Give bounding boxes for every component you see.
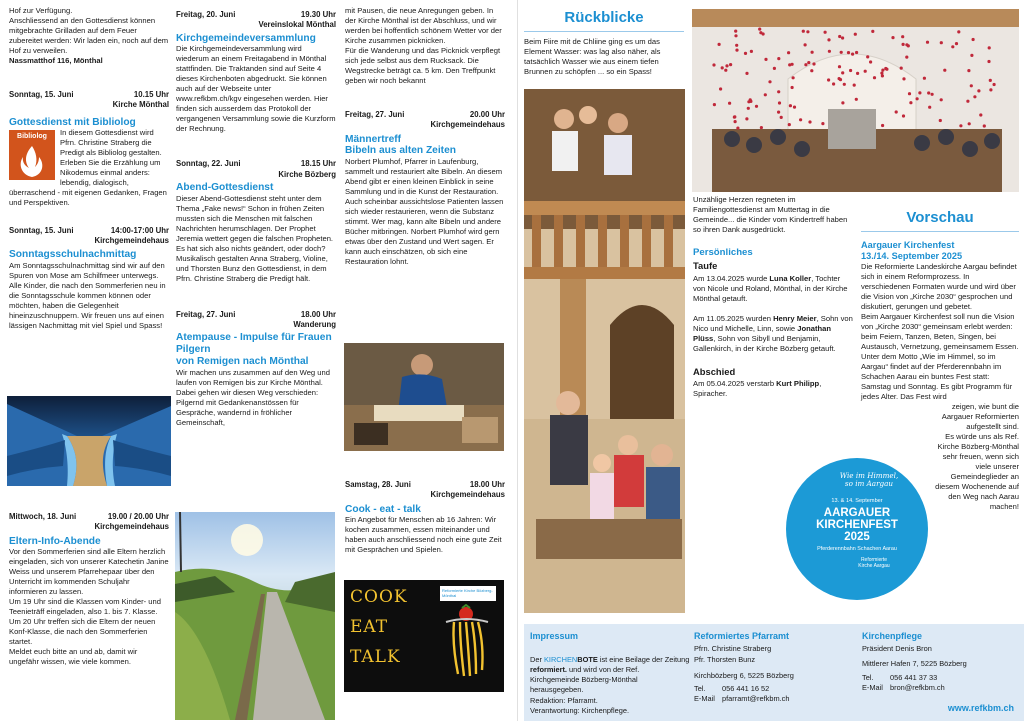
paper-heart <box>733 116 736 119</box>
paper-heart <box>940 41 943 44</box>
badge-motto: Wie im Himmel, so im Aargau <box>839 471 899 489</box>
event-time: 18.00 Uhr <box>469 480 505 489</box>
impressum-text-part: und wird von der Ref. Kirchgemeinde Bözberg-Mönthal herausgegeben. Redaktion: Pfarramt. Verantwortung: Kirchenpflege. <box>530 664 640 715</box>
paper-heart <box>993 83 996 86</box>
paper-heart <box>804 63 807 66</box>
event-date: Samstag, 28. Juni <box>345 480 411 489</box>
paper-heart <box>931 93 934 96</box>
impressum-text-part: ist eine Beilage der Zeitung <box>597 654 690 664</box>
paper-heart <box>951 45 954 48</box>
paper-heart <box>749 98 752 101</box>
taufe-entry-2 <box>693 314 853 354</box>
cook-word: COOK <box>350 587 408 607</box>
paper-heart <box>764 93 767 96</box>
event-text: Ein Angebot für Menschen ab 16 Jahren: Wir kochen zusammen, essen miteinander und haben auch anschliessend noch eine gute Zeit mit Gesprächen und Spielen. <box>345 515 502 555</box>
paper-heart <box>970 84 973 87</box>
paper-heart <box>854 33 857 36</box>
persoenliches-column <box>693 195 853 399</box>
paper-heart <box>988 46 991 49</box>
event-place: Vereinslokal Mönthal <box>258 20 336 30</box>
paper-heart <box>873 76 876 79</box>
paper-heart <box>881 74 884 77</box>
entry-text: , Spiracher. <box>693 378 822 398</box>
cook-word: TALK <box>350 647 401 667</box>
badge-title-2: KIRCHENFEST <box>816 519 898 531</box>
paper-heart <box>871 30 874 33</box>
paper-heart <box>856 72 859 75</box>
event-time: 19.00 / 20.00 Uhr <box>107 512 169 521</box>
paper-heart <box>905 56 908 59</box>
column-2 <box>176 10 336 428</box>
event-date: Sonntag, 22. Juni <box>176 159 241 169</box>
paper-heart <box>900 67 903 70</box>
entry-name: Kurt Philipp <box>776 378 820 388</box>
heading-rule <box>861 231 1019 232</box>
paper-heart <box>979 113 982 116</box>
badge-place: Pferderennbahn Schachen Aarau <box>817 546 897 553</box>
paper-heart <box>735 49 738 52</box>
paper-heart <box>881 69 884 72</box>
paper-heart <box>787 51 790 54</box>
paper-heart <box>907 44 910 47</box>
impressum-heading: Impressum <box>530 631 579 641</box>
paper-heart <box>841 101 844 104</box>
paper-heart <box>773 67 776 70</box>
paper-heart <box>810 69 813 72</box>
paper-heart <box>736 127 739 130</box>
badge-title-3: 2025 <box>844 531 870 544</box>
paper-heart <box>744 52 747 55</box>
event-title: Atempause - Impulse für Frauen Pilgern von Remigen nach Mönthal <box>176 332 332 367</box>
paper-heart <box>838 77 841 80</box>
paper-heart <box>918 91 921 94</box>
event-header <box>176 10 336 20</box>
hearts-church-image <box>692 9 1019 192</box>
paper-heart <box>768 80 771 83</box>
paper-heart <box>750 50 753 53</box>
kirchenfest-title: Aargauer Kirchenfest 13./14. September 2025 <box>861 239 963 261</box>
email-address: pfarramt@refkbm.ch <box>722 694 790 704</box>
bibliolog-logo <box>9 130 55 180</box>
paper-heart <box>758 28 761 31</box>
paper-heart <box>755 105 758 108</box>
event-title: Kirchgemeindeversammlung <box>176 32 316 44</box>
intro-address: Nassmatthof 116, Mönthal <box>9 56 103 66</box>
paper-heart <box>926 41 929 44</box>
paper-heart <box>724 69 727 72</box>
event-time: 20.00 Uhr <box>469 110 505 120</box>
taufe-entry-1 <box>693 274 853 304</box>
paper-heart <box>916 97 919 100</box>
kirchenbote-part: BOTE <box>577 654 598 664</box>
paper-heart <box>840 51 843 54</box>
entry-text: Am 13.04.2025 wurde <box>693 274 770 284</box>
column-3 <box>345 6 505 667</box>
paper-heart <box>987 60 990 63</box>
paper-heart <box>745 117 748 120</box>
church-badge: Reformierte Kirche Bözberg-Mönthal <box>440 586 496 601</box>
kirchenfest-text-1: Die Reformierte Landeskirche Aargau befindet sich in einem Reformprozess. In verschiedenen Formaten wurde und wird über die Vision von „Kirche 2030“ gesprochen und diskutiert, gerungen und gebetet. Beim Aargauer Kirchenfest soll nun die Vision von „Kirche 2030“ gemeinsam erlebt werden: beim Feiern, Tanzen, Beten, Singen, bei Austausch, Vernetzung, gemeinsamem Essen. Unter dem Motto „Wie im Himmel, so im Aargau“ findet auf der Pferderennbahn im Schachen Aarau ein buntes Fest statt: Samstag und Sonntag. Es gibt Programm für jedes Alter. Das Fest wird <box>861 261 1019 402</box>
paper-heart <box>902 114 905 117</box>
paper-heart <box>808 120 811 123</box>
paper-heart <box>721 66 724 69</box>
event-date: Sonntag, 15. Juni <box>9 225 74 235</box>
paper-heart <box>989 88 992 91</box>
phone-label: Tel. <box>862 672 874 682</box>
paper-heart <box>989 79 992 82</box>
paper-heart <box>760 126 763 129</box>
paper-heart <box>764 58 767 61</box>
bibliolog-logo-text: Bibliolog <box>17 133 47 141</box>
paper-heart <box>838 65 841 68</box>
red-sea-image <box>7 396 171 486</box>
event-text: Dieser Abend-Gottesdienst steht unter dem Thema „Fake news!“ Schon in frühen Zeiten mussten sich die Menschen mit falschen Nachrichten herumschlagen. Der Prophet Jeremia wettert gegen die falschen Propheten. Es hat sich also nichts geändert, oder doch? Musikalisch gestalten Anna Straberg, Violine, und Thorsten Bunz den Gottesdienst, in dem Pfrn. Christine Straberg die Predigt hält. <box>176 193 334 283</box>
event-title: Abend-Gottesdienst <box>176 181 274 193</box>
paper-heart <box>777 90 780 93</box>
entry-name: Henry Meier <box>773 314 817 324</box>
paper-heart <box>967 69 970 72</box>
paper-heart <box>901 35 904 38</box>
entry-text: , Sohn von Nico und Michelle, Linn, sowie <box>693 314 853 334</box>
event-date: Freitag, 27. Juni <box>345 110 405 120</box>
kirchenfest-badge <box>786 458 928 600</box>
paper-heart <box>853 84 856 87</box>
paper-heart <box>940 98 943 101</box>
event-title: Gottesdienst mit Bibliolog <box>9 116 136 128</box>
paper-heart <box>866 55 869 58</box>
event-title: Sonntagsschulnachmittag <box>9 249 137 261</box>
taufe-title: Taufe <box>693 259 718 271</box>
paper-heart <box>777 111 780 114</box>
paper-heart <box>713 103 716 106</box>
event-header <box>345 110 505 120</box>
event-date: Sonntag, 15. Juni <box>9 90 74 100</box>
kirchenpflege-line: Präsident Denis Bron <box>862 644 932 654</box>
paper-heart <box>735 44 738 47</box>
email-label: E-Mail <box>694 694 715 704</box>
event-time: 14:00-17:00 Uhr <box>110 225 169 235</box>
paper-heart <box>966 100 969 103</box>
paper-heart <box>884 67 887 70</box>
paper-heart <box>719 87 722 90</box>
paper-heart <box>807 61 810 64</box>
paper-heart <box>747 107 750 110</box>
paper-heart <box>793 106 796 109</box>
paper-heart <box>812 62 815 65</box>
cook-word: EAT <box>350 617 389 637</box>
email-label: E-Mail <box>862 683 883 693</box>
event-text: In diesem Gottesdienst wird Pfrn. Christine Straberg die Predigt als Bibliolog gestalten. Erleben Sie die Erzählung um Nikodemus einmal anders: lebendig, dialogisch, überraschend - mit eigenen Gedanken, Fragen und Perspektiven. <box>9 128 167 208</box>
paper-heart <box>788 123 791 126</box>
paper-heart <box>968 122 971 125</box>
paper-heart <box>855 98 858 101</box>
heading-rule <box>524 31 684 32</box>
event-time: 10.15 Uhr <box>133 90 169 100</box>
kirchenpflege-heading: Kirchenpflege <box>862 631 923 641</box>
paper-heart <box>891 36 894 39</box>
event-place: Kirchgemeindehaus <box>430 490 505 500</box>
paper-heart <box>712 63 715 66</box>
paper-heart <box>841 71 844 74</box>
paper-heart <box>983 124 986 127</box>
paper-heart <box>895 110 898 113</box>
entry-name: Luna Koller <box>769 274 812 284</box>
paper-heart <box>832 82 835 85</box>
right-page <box>524 0 1024 721</box>
paper-heart <box>734 34 737 37</box>
paper-heart <box>957 30 960 33</box>
event-header <box>176 310 336 320</box>
pfarramt-email <box>694 694 854 704</box>
paper-heart <box>847 51 850 54</box>
kirchenpflege-email <box>862 683 1020 693</box>
event-title: Männertreff Bibeln aus alten Zeiten <box>345 133 456 157</box>
entry-text: , Sohn von Sibyll und Benjamin, Gallenkirch, in der Kirche Bözberg getauft. <box>693 334 836 354</box>
paper-heart <box>973 95 976 98</box>
intro-text: Hof zur Verfügung. Anschliessend an den Gottesdienst können mitgebrachte Grilladen auf dem Feuer zubereitet werden: Wir laden ein, noch auf dem Hof zu verweilen. <box>9 6 169 56</box>
persoenliches-title: Persönliches <box>693 247 753 259</box>
paper-heart <box>824 31 827 34</box>
paper-heart <box>902 77 905 80</box>
pilgrim-path-image <box>175 512 335 720</box>
impressum <box>530 630 690 716</box>
phone-number: 056 441 16 52 <box>722 684 770 694</box>
paper-heart <box>928 106 931 109</box>
bible-restoration-image <box>344 343 504 451</box>
column-1 <box>9 6 169 667</box>
impressum-text-part: Der <box>530 654 544 664</box>
paper-heart <box>799 118 802 121</box>
paper-heart <box>725 64 728 67</box>
paper-heart <box>851 53 854 56</box>
event-place: Wanderung <box>293 320 336 330</box>
entry-text: Am 05.04.2025 verstarb <box>693 378 777 388</box>
paper-heart <box>972 38 975 41</box>
abschied-title: Abschied <box>693 366 736 378</box>
paper-heart <box>791 63 794 66</box>
paper-heart <box>827 38 830 41</box>
event-place: Kirche Mönthal <box>112 100 169 110</box>
well-children-image <box>524 89 685 613</box>
event-header <box>345 480 505 490</box>
paper-heart <box>869 60 872 63</box>
cook-eat-talk-image <box>344 580 504 692</box>
paper-heart <box>780 116 783 119</box>
paper-heart <box>849 69 852 72</box>
badge-org: Reformierte Kirche Aargau <box>858 557 890 569</box>
kirchenfest-text-2: zeigen, wie bunt die Aargauer Reformierten aufgestellt sind. Es würde uns als Ref. Kirche Bözberg-Mönthal sehr freuen, wenn sich viele unserer Gemeindeglieder an diesem Wochenende auf den Weg nach Aarau machen! <box>935 402 1019 512</box>
paper-heart <box>855 51 858 54</box>
badge-title-1: AARGAUER <box>823 506 891 519</box>
paper-heart <box>734 120 737 123</box>
event-place: Kirchgemeindehaus <box>94 235 169 245</box>
event-header <box>176 159 336 169</box>
event-date: Freitag, 20. Juni <box>176 10 236 19</box>
paper-heart <box>729 63 732 66</box>
kirchenpflege <box>862 630 1020 693</box>
rueckblicke-text: Beim Fiire mit de Chliine ging es um das Element Wasser: was lag also näher, als tatsächlich Wasser wie aus einem tiefen Brunnen zu schöpfen ... so ein Spass! <box>524 36 661 76</box>
event-text: Wir machen uns zusammen auf den Weg und laufen von Remigen bis zur Kirche Mönthal. Dabei gehen wir diesen Weg verschieden: Pilgernd mit Gedankenanstössen für Gespräche, wandernd in fröhlicher Gemeinschaft, <box>176 367 330 427</box>
pfarramt-heading: Reformiertes Pfarramt <box>694 631 790 641</box>
flame-icon <box>9 142 55 180</box>
paper-heart <box>939 119 942 122</box>
vorschau-heading: Vorschau <box>906 209 974 226</box>
paper-heart <box>804 43 807 46</box>
event-time: 19.30 Uhr <box>300 10 336 19</box>
paper-heart <box>811 51 814 54</box>
paper-heart <box>881 124 884 127</box>
abschied-entry <box>693 379 853 399</box>
event-time: 18.15 Uhr <box>300 159 336 169</box>
phone-label: Tel. <box>694 684 706 694</box>
event-time: 18.00 Uhr <box>300 309 336 319</box>
paper-heart <box>745 72 748 75</box>
phone-number: 056 441 37 33 <box>890 672 938 682</box>
entry-text: Am 11.05.2025 wurden <box>693 314 774 324</box>
paper-heart <box>909 101 912 104</box>
event-title: Cook - eat - talk <box>345 503 421 515</box>
event-date: Freitag, 27. Juni <box>176 309 236 319</box>
pfarramt-phone <box>694 684 854 694</box>
event-text: Norbert Plumhof, Pfarrer in Laufenburg, sammelt und restauriert alte Bibeln. An diesem Abend gibt er einen kleinen Einblick in seine Sammlung und in die Kunst der Restauration. Auch scheinbar aussichtslose Patienten lassen sich wieder restaurieren, wenn die Substanz stimmt. Wer mag, kann alte Bibeln und andere Bücher mitbringen. Norbert Plumhof wird gern etwas über den Zustand und Wert sagen. Er kann auch einschätzen, ob sich eine Restauration lohnt. <box>345 157 504 267</box>
paper-heart <box>841 36 844 39</box>
paper-heart <box>959 124 962 127</box>
paper-heart <box>718 43 721 46</box>
kirchenpflege-phone <box>862 673 1020 683</box>
paper-heart <box>778 101 781 104</box>
event-place: Kirchgemeindehaus <box>94 522 169 532</box>
impressum-text <box>530 644 690 716</box>
kirchenbote-part: KIRCHEN <box>543 654 578 664</box>
paper-heart <box>908 92 911 95</box>
event-place: Kirchgemeindehaus <box>430 120 505 130</box>
hearts-caption: Unzählige Herzen regneten im Familiengottesdienst am Muttertag in die Gemeinde... die Kinder vom Kindertreff haben so ihren Dank ausgedrückt. <box>693 195 848 235</box>
pfarramt <box>694 630 854 705</box>
paper-heart <box>955 42 958 45</box>
paper-heart <box>927 91 930 94</box>
continued-text: mit Pausen, die neue Anregungen geben. In der Kirche Mönthal ist der Abschluss, und wir werden bei hoffentlich schönem Wetter vor der Kirche zusammen picknicken. Für die Wanderung und das Picknick verpflegt sich jede selbst aus dem Rucksack. Die Wegstrecke beträgt ca. 5 km. Den Treffpunkt geben wir noch bekannt <box>345 6 502 86</box>
paper-heart <box>977 89 980 92</box>
email-address: bron@refkbm.ch <box>890 683 945 693</box>
badge-date: 13. & 14. September <box>831 497 883 504</box>
paper-heart <box>734 30 737 33</box>
paper-heart <box>843 83 846 86</box>
reformiert-name: reformiert. <box>530 664 567 674</box>
website-link[interactable]: www.refkbm.ch <box>947 703 1014 714</box>
footer <box>524 624 1024 721</box>
event-header <box>9 512 169 522</box>
paper-heart <box>777 57 780 60</box>
event-date: Mittwoch, 18. Juni <box>9 512 77 521</box>
paper-heart <box>827 78 830 81</box>
paper-heart <box>789 104 792 107</box>
paper-heart <box>792 76 795 79</box>
paper-heart <box>728 102 731 105</box>
rueckblicke-column <box>524 8 684 77</box>
pfarramt-line: Pfr. Thorsten Bunz <box>694 654 756 664</box>
paper-heart <box>970 54 973 57</box>
entry-name: Jonathan Plüss <box>693 324 832 344</box>
entry-text: , Tochter von Nicole und Roland, Mönthal, in der Kirche Mönthal getauft. <box>693 274 848 304</box>
pfarramt-line: Kirchbözberg 6, 5225 Bözberg <box>694 670 794 680</box>
paper-heart <box>943 69 946 72</box>
kirchenpflege-line: Mittlerer Hafen 7, 5225 Bözberg <box>862 658 967 668</box>
rueckblicke-heading: Rückblicke <box>564 9 644 26</box>
paper-heart <box>838 35 841 38</box>
paper-heart <box>802 30 805 33</box>
page-divider <box>517 0 518 721</box>
paper-heart <box>880 72 883 75</box>
event-text: Die Kirchgemeindeversammlung wird wiederum an einem Freitagabend in Mönthal stattfinden. Die Traktanden sind auf Seite 4 dieses Kirchenboten abgedruckt. Sie können auch auf der Webseite unter www.refkbm.ch/kgv eingesehen werden. Hier finden sich ausserdem das Protokoll der vergangenen Versammlung sowie die Kurzform der Rechnung. <box>176 44 336 134</box>
paper-heart <box>902 43 905 46</box>
pasta-icon <box>432 604 502 684</box>
event-place: Kirche Bözberg <box>278 169 336 179</box>
event-header <box>9 90 169 100</box>
event-header <box>9 226 169 236</box>
paper-heart <box>806 30 809 33</box>
paper-heart <box>828 50 831 53</box>
paper-heart <box>791 86 794 89</box>
event-title: Eltern-Info-Abende <box>9 535 101 547</box>
pfarramt-line: Pfrn. Christine Straberg <box>694 644 772 654</box>
event-text: Am Sonntagsschulnachmittag sind wir auf den Spuren von Mose am Schilfmeer unterwegs. Alle Kinder, die nach den Sommerferien neu in die Sonntagsschule kommen können oder möchten, haben die Gelegenheit hineinzuschnuppern. Wir freuen uns auf einen lässigen Nachmittag mit viel Spiel und Spass! <box>9 260 166 330</box>
paper-heart <box>821 122 824 125</box>
paper-heart <box>759 31 762 34</box>
paper-heart <box>923 77 926 80</box>
paper-heart <box>864 70 867 73</box>
event-text: Vor den Sommerferien sind alle Eltern herzlich eingeladen, sich von unserer Katechetin Janine Weiss und unserem Pfarrehepaar über den Unterricht im kommenden Schuljahr informieren zu lassen. Um 19 Uhr sind die Klassen vom Kinder- und Teenieträff eingeladen, also 1. bis 7. Klasse. Um 20 Uhr treffen sich die Eltern der neuen Konf-Klasse, die nach den Sommerferien startet. Meldet euch bitte an und ab, damit wir ungefähr wissen, wie viele kommen. <box>9 547 169 667</box>
